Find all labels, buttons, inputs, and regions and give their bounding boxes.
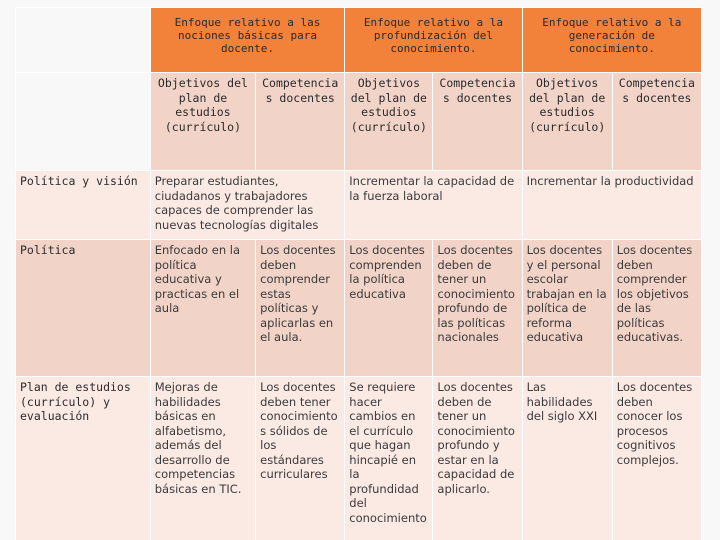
subheader-corner-cell (16, 73, 151, 171)
header-nociones-basicas: Enfoque relativo a las nociones básicas para docente. (150, 8, 345, 73)
cell-plan-obj-1: Mejoras de habilidades básicas en alfabetismo, además del desarrollo de competencias básicas en TIC. (150, 377, 255, 540)
subheader-row (16, 73, 702, 171)
cell-politica-obj-3: Los docentes y el personal escolar trabajan en la política de reforma educativa (522, 240, 612, 377)
cell-plan-obj-3: Las habilidades del siglo XXI (522, 377, 612, 540)
cell-plan-comp-3: Los docentes deben conocer los procesos cognitivos complejos. (612, 377, 701, 540)
cell-politica-comp-2: Los docentes deben de tener un conocimiento profundo de las políticas nacionales (433, 240, 522, 377)
subheader-competencias-2: Competencias docentes (433, 73, 522, 171)
subheader-objetivos-3: Objetivos del plan de estudios (currículo) (522, 73, 612, 171)
cell-plan-comp-1: Los docentes deben tener conocimientos sólidos de los estándares curriculares (256, 377, 345, 540)
cell-generacion-politica-vision: Incrementar la productividad (522, 171, 701, 240)
cell-politica-comp-3: Los docentes deben comprender los objetivos de las políticas educativas. (612, 240, 701, 377)
header-row (16, 8, 702, 73)
header-generacion: Enfoque relativo a la generación de conocimiento. (522, 8, 701, 73)
row-label-politica-vision: Política y visión (16, 171, 151, 240)
cell-politica-comp-1: Los docentes deben comprender estas políticas y aplicarlas en el aula. (256, 240, 345, 377)
cell-politica-obj-2: Los docentes comprenden la política educativa (345, 240, 433, 377)
table-row (16, 377, 702, 540)
row-label-politica: Política (16, 240, 151, 377)
table-row (16, 240, 702, 377)
subheader-objetivos-1: Objetivos del plan de estudios (currículo) (150, 73, 255, 171)
competencias-table (15, 7, 702, 540)
subheader-objetivos-2: Objetivos del plan de estudios (currículo) (345, 73, 433, 171)
subheader-competencias-3: Competencias docentes (612, 73, 701, 171)
cell-politica-obj-1: Enfocado en la política educativa y practicas en el aula (150, 240, 255, 377)
row-label-plan-estudios: Plan de estudios (currículo) y evaluación (16, 377, 151, 540)
table-row (16, 171, 702, 240)
cell-plan-obj-2: Se requiere hacer cambios en el currículo que hagan hincapié en la profundidad del conocimiento (345, 377, 433, 540)
header-corner-cell (16, 8, 151, 73)
cell-profundizacion-politica-vision: Incrementar la capacidad de la fuerza laboral (345, 171, 522, 240)
header-profundizacion: Enfoque relativo a la profundización del conocimiento. (345, 8, 522, 73)
cell-nociones-politica-vision: Preparar estudiantes, ciudadanos y trabajadores capaces de comprender las nuevas tecnologías digitales (150, 171, 345, 240)
subheader-competencias-1: Competencias docentes (256, 73, 345, 171)
cell-plan-comp-2: Los docentes deben de tener un conocimiento profundo y estar en la capacidad de aplicarlo. (433, 377, 522, 540)
